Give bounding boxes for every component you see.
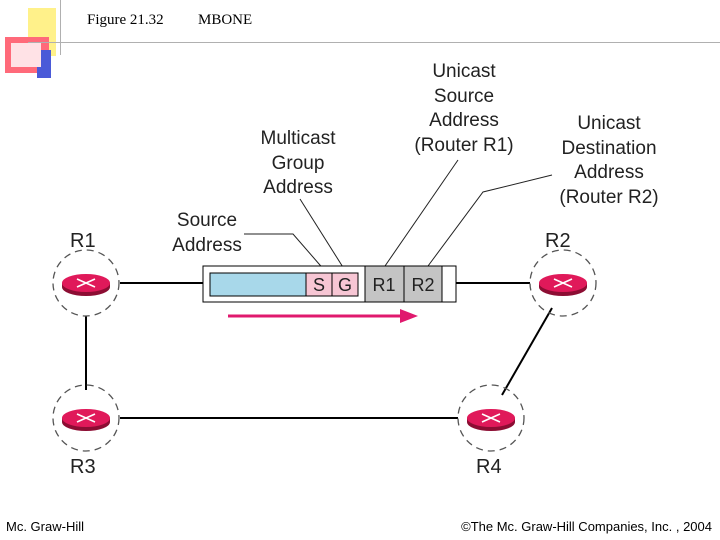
leader-unicast-source xyxy=(385,160,458,266)
link-r2-r4 xyxy=(502,308,552,395)
leader-multicast-group xyxy=(300,199,346,272)
figure-number: Figure 21.32 xyxy=(87,12,164,28)
footer-publisher: Mc. Graw-Hill xyxy=(6,519,84,534)
footer-copyright: ©The Mc. Graw-Hill Companies, Inc. , 2004 xyxy=(461,519,712,534)
figure-title: MBONE xyxy=(198,12,253,28)
direction-arrow xyxy=(228,309,418,323)
packet-field-r1-label: R1 xyxy=(372,275,396,295)
router-r2 xyxy=(530,250,596,316)
router-r3 xyxy=(53,385,119,451)
callout-source-address: Source Address xyxy=(172,210,242,256)
router-r3-label: R3 xyxy=(70,456,96,478)
router-r1-label: R1 xyxy=(70,230,96,252)
callout-unicast-source: Unicast Source Address (Router R1) xyxy=(414,61,514,156)
router-r4 xyxy=(458,385,524,451)
router-r1 xyxy=(53,250,119,316)
packet-field-g-label: G xyxy=(337,275,353,295)
packet-payload xyxy=(210,273,306,296)
packet-field-r2-label: R2 xyxy=(411,275,435,295)
packet-field-s-label: S xyxy=(312,275,326,295)
callout-multicast-group: Multicast Group Address xyxy=(260,128,336,198)
router-r4-label: R4 xyxy=(476,456,502,478)
callout-unicast-destination: Unicast Destination Address (Router R2) xyxy=(559,113,659,208)
leader-unicast-destination xyxy=(428,175,552,266)
router-r2-label: R2 xyxy=(545,230,571,252)
